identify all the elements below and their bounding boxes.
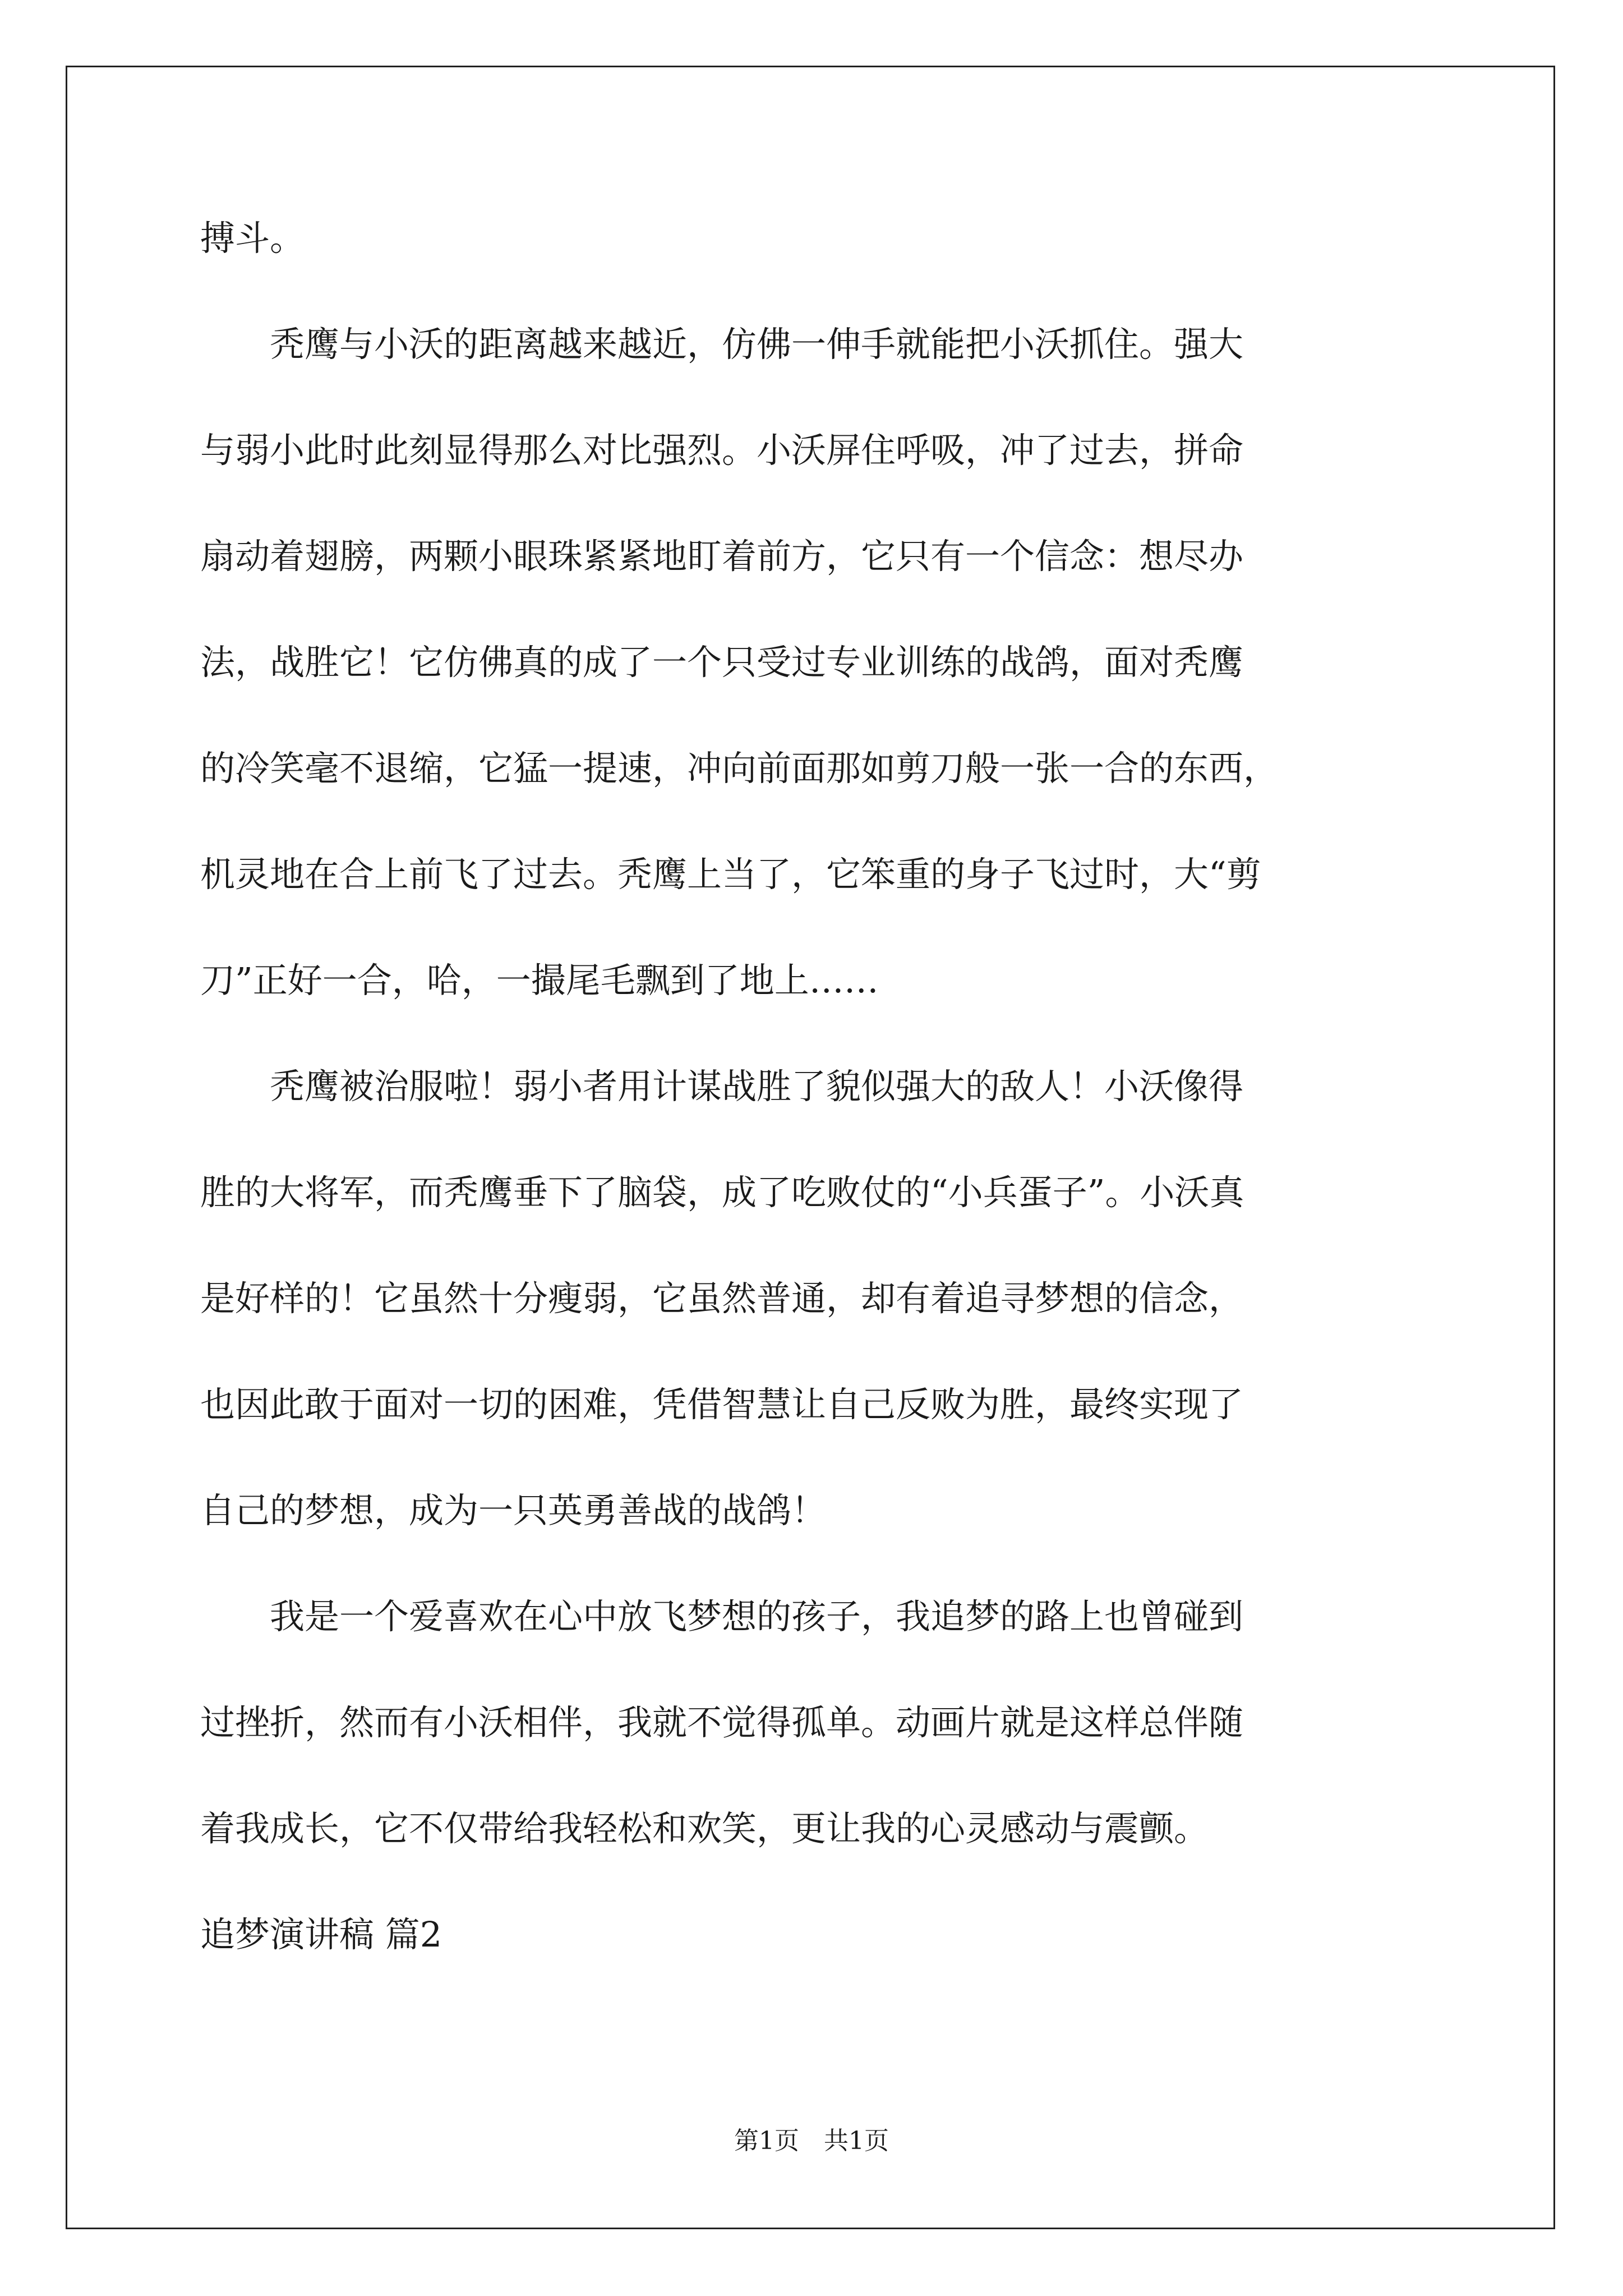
text-line: 秃鹰被治服啦！弱小者用计谋战胜了貌似强大的敌人！小沃像得 [200,1066,1244,1107]
text-line: 秃鹰与小沃的距离越来越近，仿佛一伸手就能把小沃抓住。强大 [200,324,1244,365]
text-line: 法，战胜它！它仿佛真的成了一个只受过专业训练的战鸽，面对秃鹰 [200,642,1244,683]
text-line: 的冷笑毫不退缩，它猛一提速，冲向前面那如剪刀般一张一合的东西， [200,748,1279,789]
text-line: 胜的大将军，而秃鹰垂下了脑袋，成了吃败仗的“小兵蛋子”。小沃真 [200,1172,1244,1213]
page-footer: 第1页 共1页 [734,2127,889,2155]
text-line: 着我成长，它不仅带给我轻松和欢笑，更让我的心灵感动与震颤。 [200,1808,1209,1849]
text-line: 搏斗。 [200,218,305,259]
section-heading: 追梦演讲稿 篇2 [200,1914,442,1955]
text-line: 扇动着翅膀，两颗小眼珠紧紧地盯着前方，它只有一个信念：想尽办 [200,536,1244,577]
text-line: 我是一个爱喜欢在心中放飞梦想的孩子，我追梦的路上也曾碰到 [200,1596,1244,1637]
text-line: 过挫折，然而有小沃相伴，我就不觉得孤单。动画片就是这样总伴随 [200,1702,1244,1743]
text-line: 与弱小此时此刻显得那么对比强烈。小沃屏住呼吸，冲了过去，拼命 [200,430,1244,471]
page-border [66,66,1555,2229]
text-line: 机灵地在合上前飞了过去。秃鹰上当了，它笨重的身子飞过时，大“剪 [200,854,1261,895]
text-line: 是好样的！它虽然十分瘦弱，它虽然普通，却有着追寻梦想的信念， [200,1278,1244,1319]
text-line: 也因此敢于面对一切的困难，凭借智慧让自己反败为胜，最终实现了 [200,1384,1244,1425]
text-line: 刀”正好一合，哈，一撮尾毛飘到了地上…… [200,960,879,1001]
text-line: 自己的梦想，成为一只英勇善战的战鸽！ [200,1490,827,1531]
